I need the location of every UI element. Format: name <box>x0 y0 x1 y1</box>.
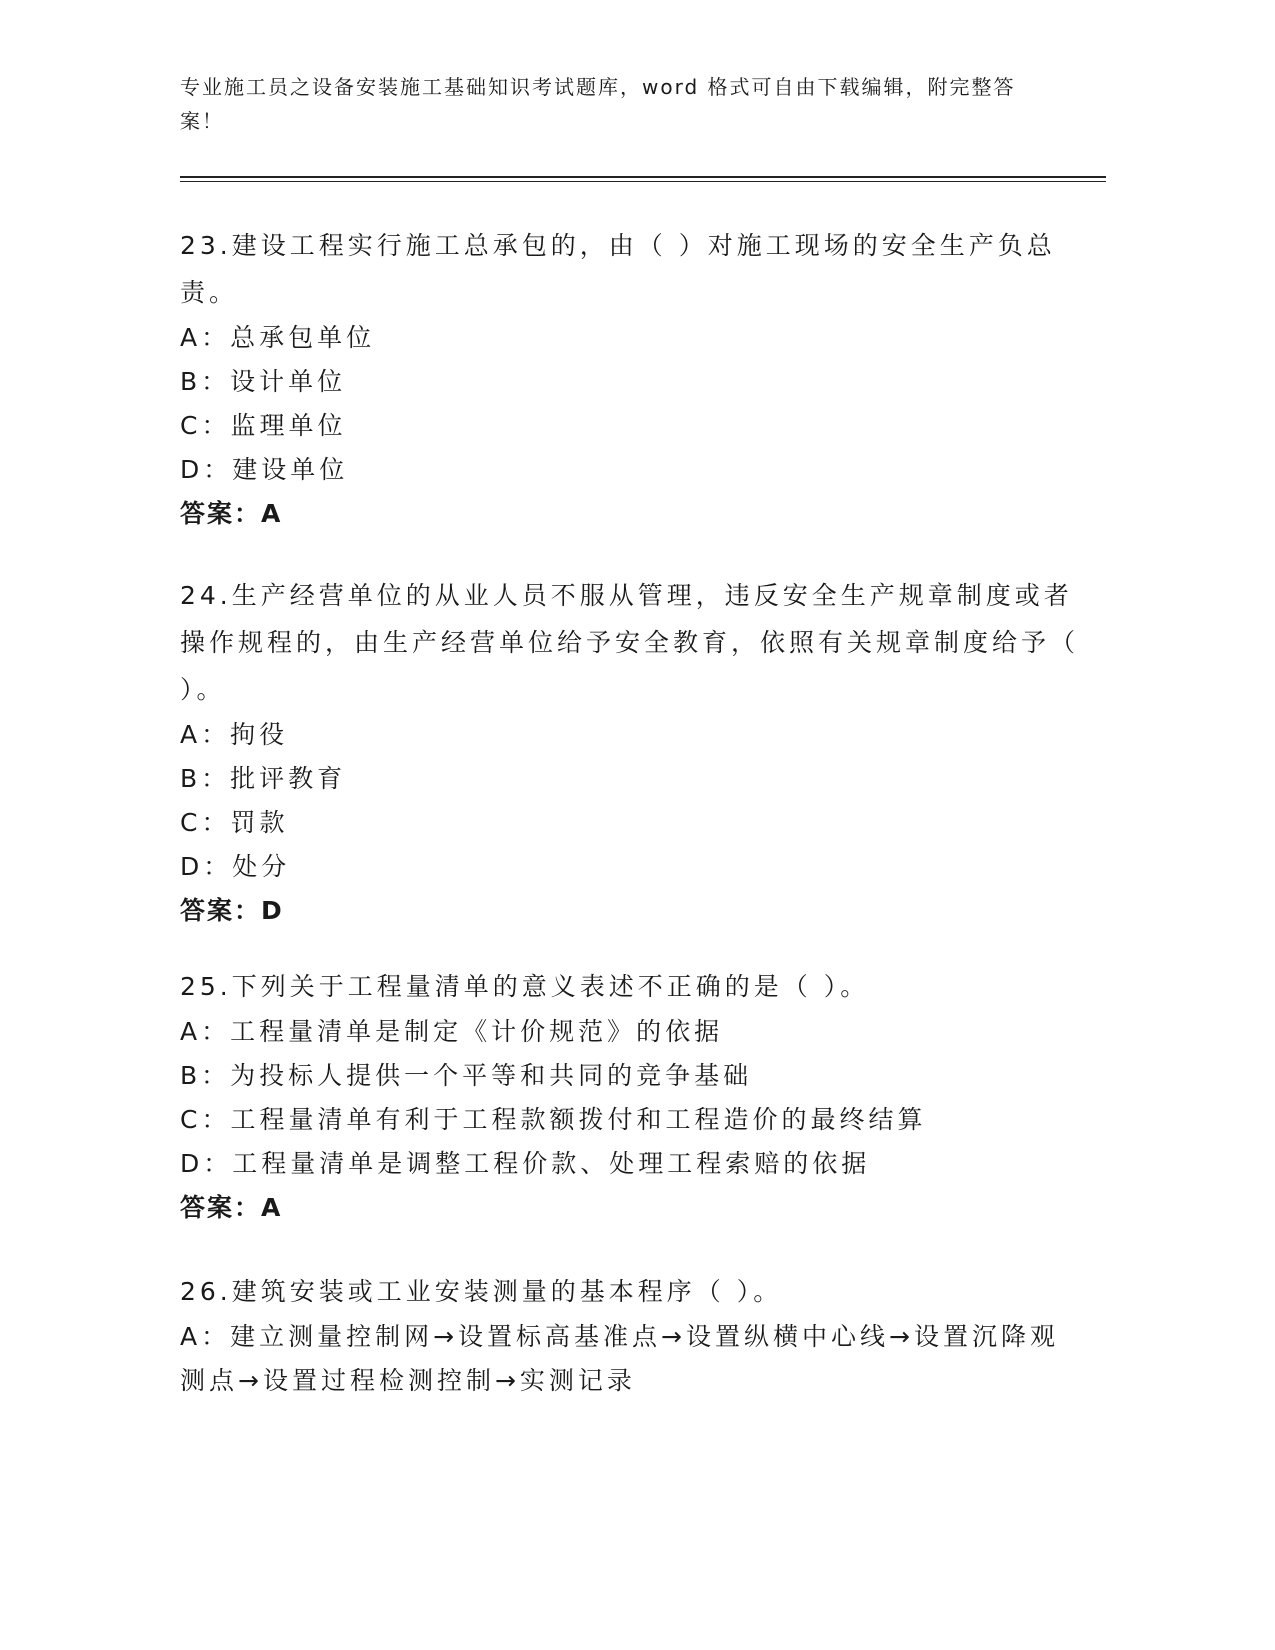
question-stem: 24.生产经营单位的从业人员不服从管理，违反安全生产规章制度或者操作规程的，由生产经营单位给予安全教育，依照有关规章制度给予（ ）。 <box>180 581 1080 704</box>
option-c: C：工程量清单有利于工程款额拨付和工程造价的最终结算 <box>180 1105 927 1134</box>
question-23 <box>180 222 1080 536</box>
option-d: D：处分 <box>180 852 291 881</box>
option-c: C：监理单位 <box>180 411 347 440</box>
option-c: C：罚款 <box>180 808 289 837</box>
option-d: D：建设单位 <box>180 455 349 484</box>
answer: 答案：A <box>180 499 283 528</box>
question-24 <box>180 572 1080 933</box>
option-b: B：为投标人提供一个平等和共同的竞争基础 <box>180 1061 753 1090</box>
option-b: B：批评教育 <box>180 764 347 793</box>
question-25 <box>180 963 1080 1230</box>
header-divider <box>180 176 1106 182</box>
question-stem: 23.建设工程实行施工总承包的，由（ ）对施工现场的安全生产负总责。 <box>180 231 1056 307</box>
option-b: B：设计单位 <box>180 367 347 396</box>
question-stem: 26.建筑安装或工业安装测量的基本程序（ ）。 <box>180 1277 783 1306</box>
question-26 <box>180 1268 1080 1403</box>
option-a: A：总承包单位 <box>180 323 376 352</box>
option-a: A：拘役 <box>180 720 289 749</box>
document-header: 专业施工员之设备安装施工基础知识考试题库，word 格式可自由下载编辑，附完整答案！ <box>180 75 1016 133</box>
option-d: D：工程量清单是调整工程价款、处理工程索赔的依据 <box>180 1149 871 1178</box>
answer: 答案：D <box>180 896 284 925</box>
answer: 答案：A <box>180 1193 283 1222</box>
option-a: A：建立测量控制网→设置标高基准点→设置纵横中心线→设置沉降观测点→设置过程检测控制→实测记录 <box>180 1322 1059 1395</box>
question-stem: 25.下列关于工程量清单的意义表述不正确的是（ ）。 <box>180 972 870 1001</box>
option-a: A：工程量清单是制定《计价规范》的依据 <box>180 1017 724 1046</box>
